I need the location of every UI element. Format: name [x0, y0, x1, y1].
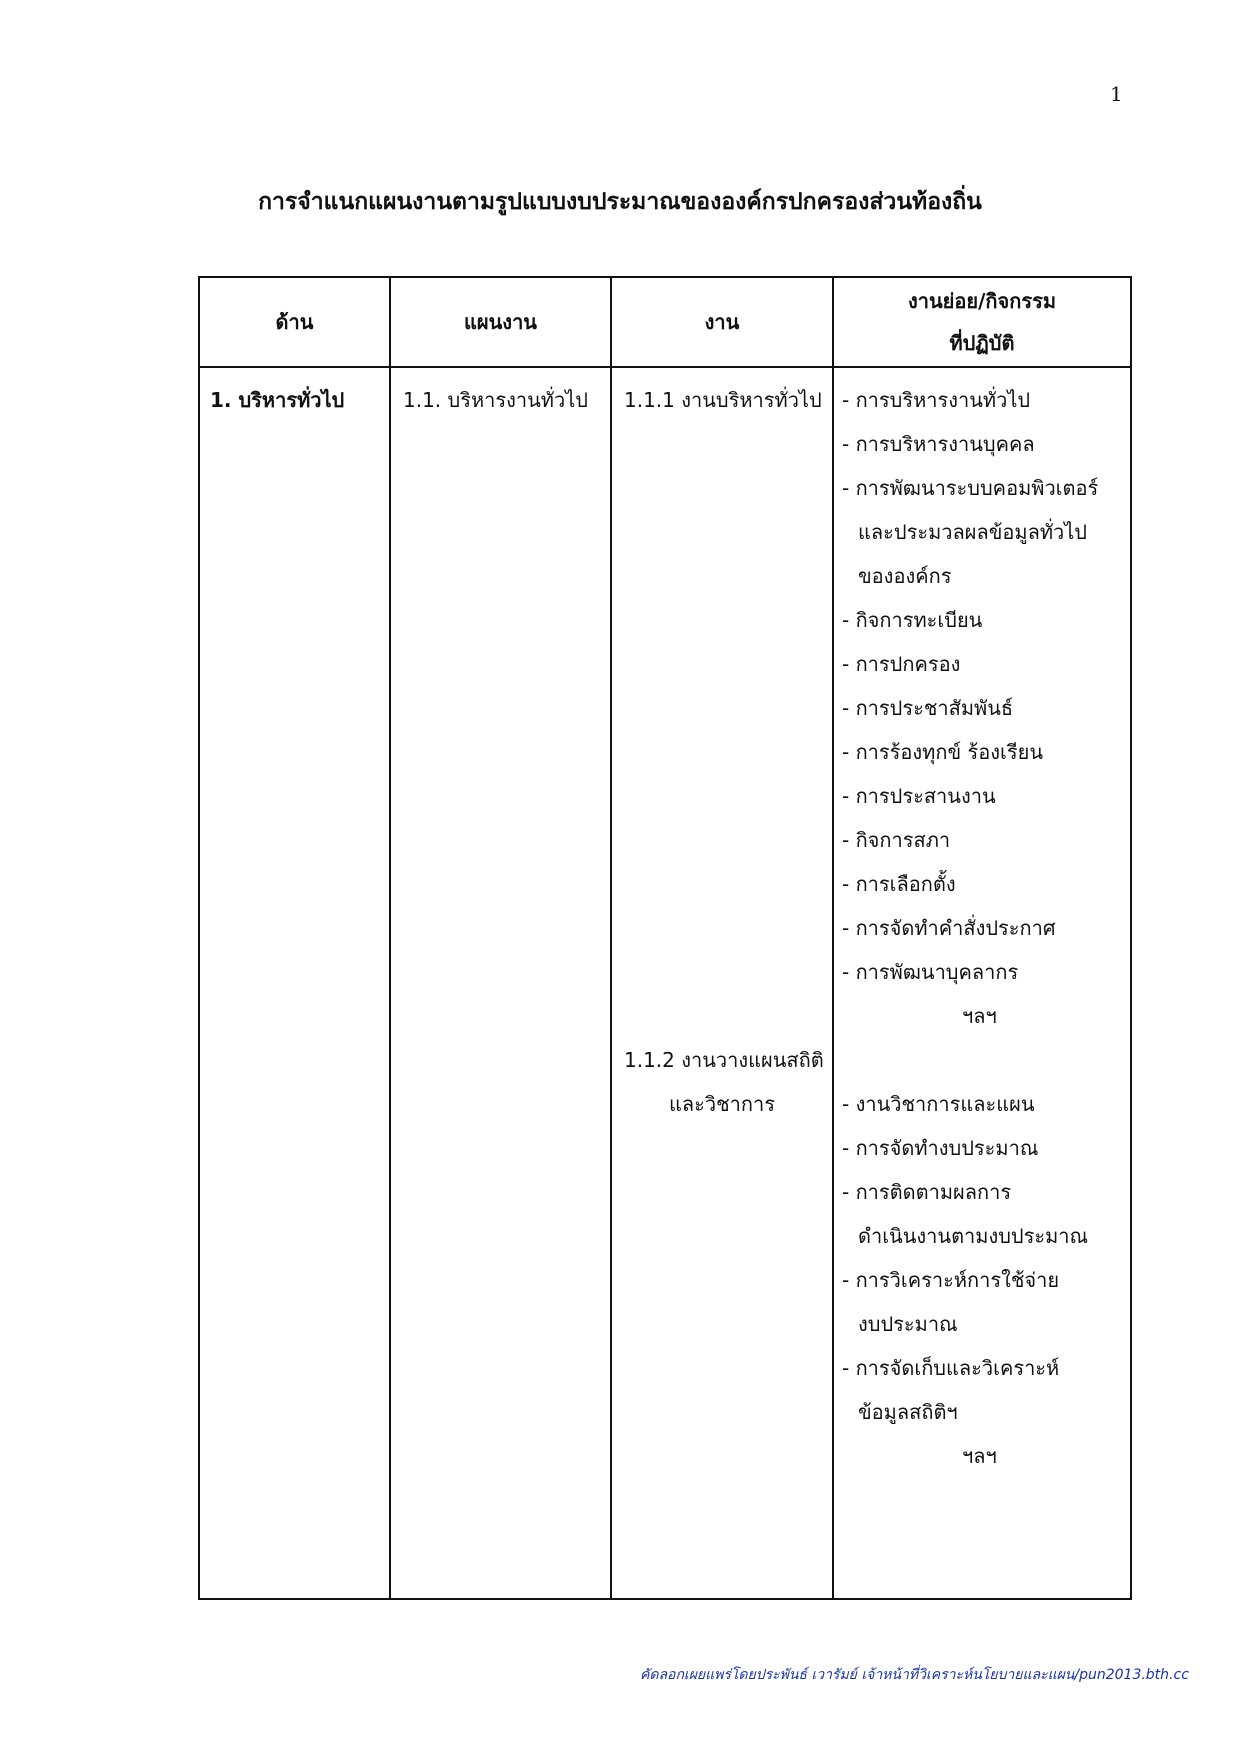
etc-marker: ฯลฯ [962, 1004, 997, 1028]
list-item: - การบริหารงานบุคคล [842, 432, 1035, 456]
list-item-continuation: ดำเนินงานตามงบประมาณ [858, 1224, 1089, 1248]
work-item-2-line2: และวิชาการ [668, 1092, 775, 1116]
list-item-continuation: ข้อมูลสถิติฯ [858, 1400, 958, 1424]
list-item: - กิจการทะเบียน [842, 608, 983, 632]
list-item: - การปกครอง [842, 652, 961, 676]
list-item: - การเลือกตั้ง [842, 872, 956, 896]
work-item-2-line1: 1.1.2 งานวางแผนสถิติ [624, 1048, 824, 1072]
list-item: - การจัดทำงบประมาณ [842, 1136, 1039, 1160]
list-item: - การพัฒนาบุคลากร [842, 960, 1019, 984]
footer-credit: คัดลอกเผยแพร่โดยประพันธ์ เวารัมย์ เจ้าหน้าที่วิเคราะห์นโยบายและแผน/pun2013.bth.cc [640, 1667, 1189, 1683]
list-item: - การบริหารงานทั่วไป [842, 388, 1031, 412]
list-item: - กิจการสภา [842, 828, 951, 852]
work-item-1: 1.1.1 งานบริหารทั่วไป [624, 388, 822, 412]
budget-plan-table [198, 276, 1132, 1600]
header-activity-line2: ที่ปฏิบัติ [949, 331, 1015, 355]
list-item-continuation: งบประมาณ [858, 1312, 958, 1336]
list-item: - การวิเคราะห์การใช้จ่าย [842, 1268, 1060, 1292]
page-number: 1 [1110, 82, 1123, 106]
header-activity-line1: งานย่อย/กิจกรรม [907, 289, 1057, 313]
list-item: - การจัดทำคำสั่งประกาศ [842, 916, 1056, 940]
header-work: งาน [611, 277, 833, 367]
list-item: - การร้องทุกข์ ร้องเรียน [842, 740, 1043, 764]
side-cell [199, 367, 390, 1599]
activity-cell [833, 367, 1131, 1599]
table-header-row [199, 277, 1131, 367]
list-item-continuation: ขององค์กร [858, 564, 952, 588]
list-item: - การประชาสัมพันธ์ [842, 696, 1014, 720]
document-title: การจำแนกแผนงานตามรูปแบบงบประมาณขององค์กรปกครองส่วนท้องถิ่น [258, 189, 982, 215]
header-side: ด้าน [199, 277, 390, 367]
work-cell [611, 367, 833, 1599]
table-row [199, 367, 1131, 1599]
list-item: - การจัดเก็บและวิเคราะห์ [842, 1356, 1060, 1380]
plan-cell [390, 367, 611, 1599]
list-item: - งานวิชาการและแผน [842, 1092, 1035, 1116]
etc-marker: ฯลฯ [962, 1444, 997, 1468]
list-item: - การติดตามผลการ [842, 1180, 1012, 1204]
list-item: - การพัฒนาระบบคอมพิวเตอร์ [842, 476, 1099, 500]
header-activity [833, 277, 1131, 367]
side-label: 1. บริหารทั่วไป [210, 388, 345, 412]
plan-label: 1.1. บริหารงานทั่วไป [403, 388, 588, 412]
header-plan: แผนงาน [390, 277, 611, 367]
list-item-continuation: และประมวลผลข้อมูลทั่วไป [858, 520, 1088, 544]
list-item: - การประสานงาน [842, 784, 996, 808]
